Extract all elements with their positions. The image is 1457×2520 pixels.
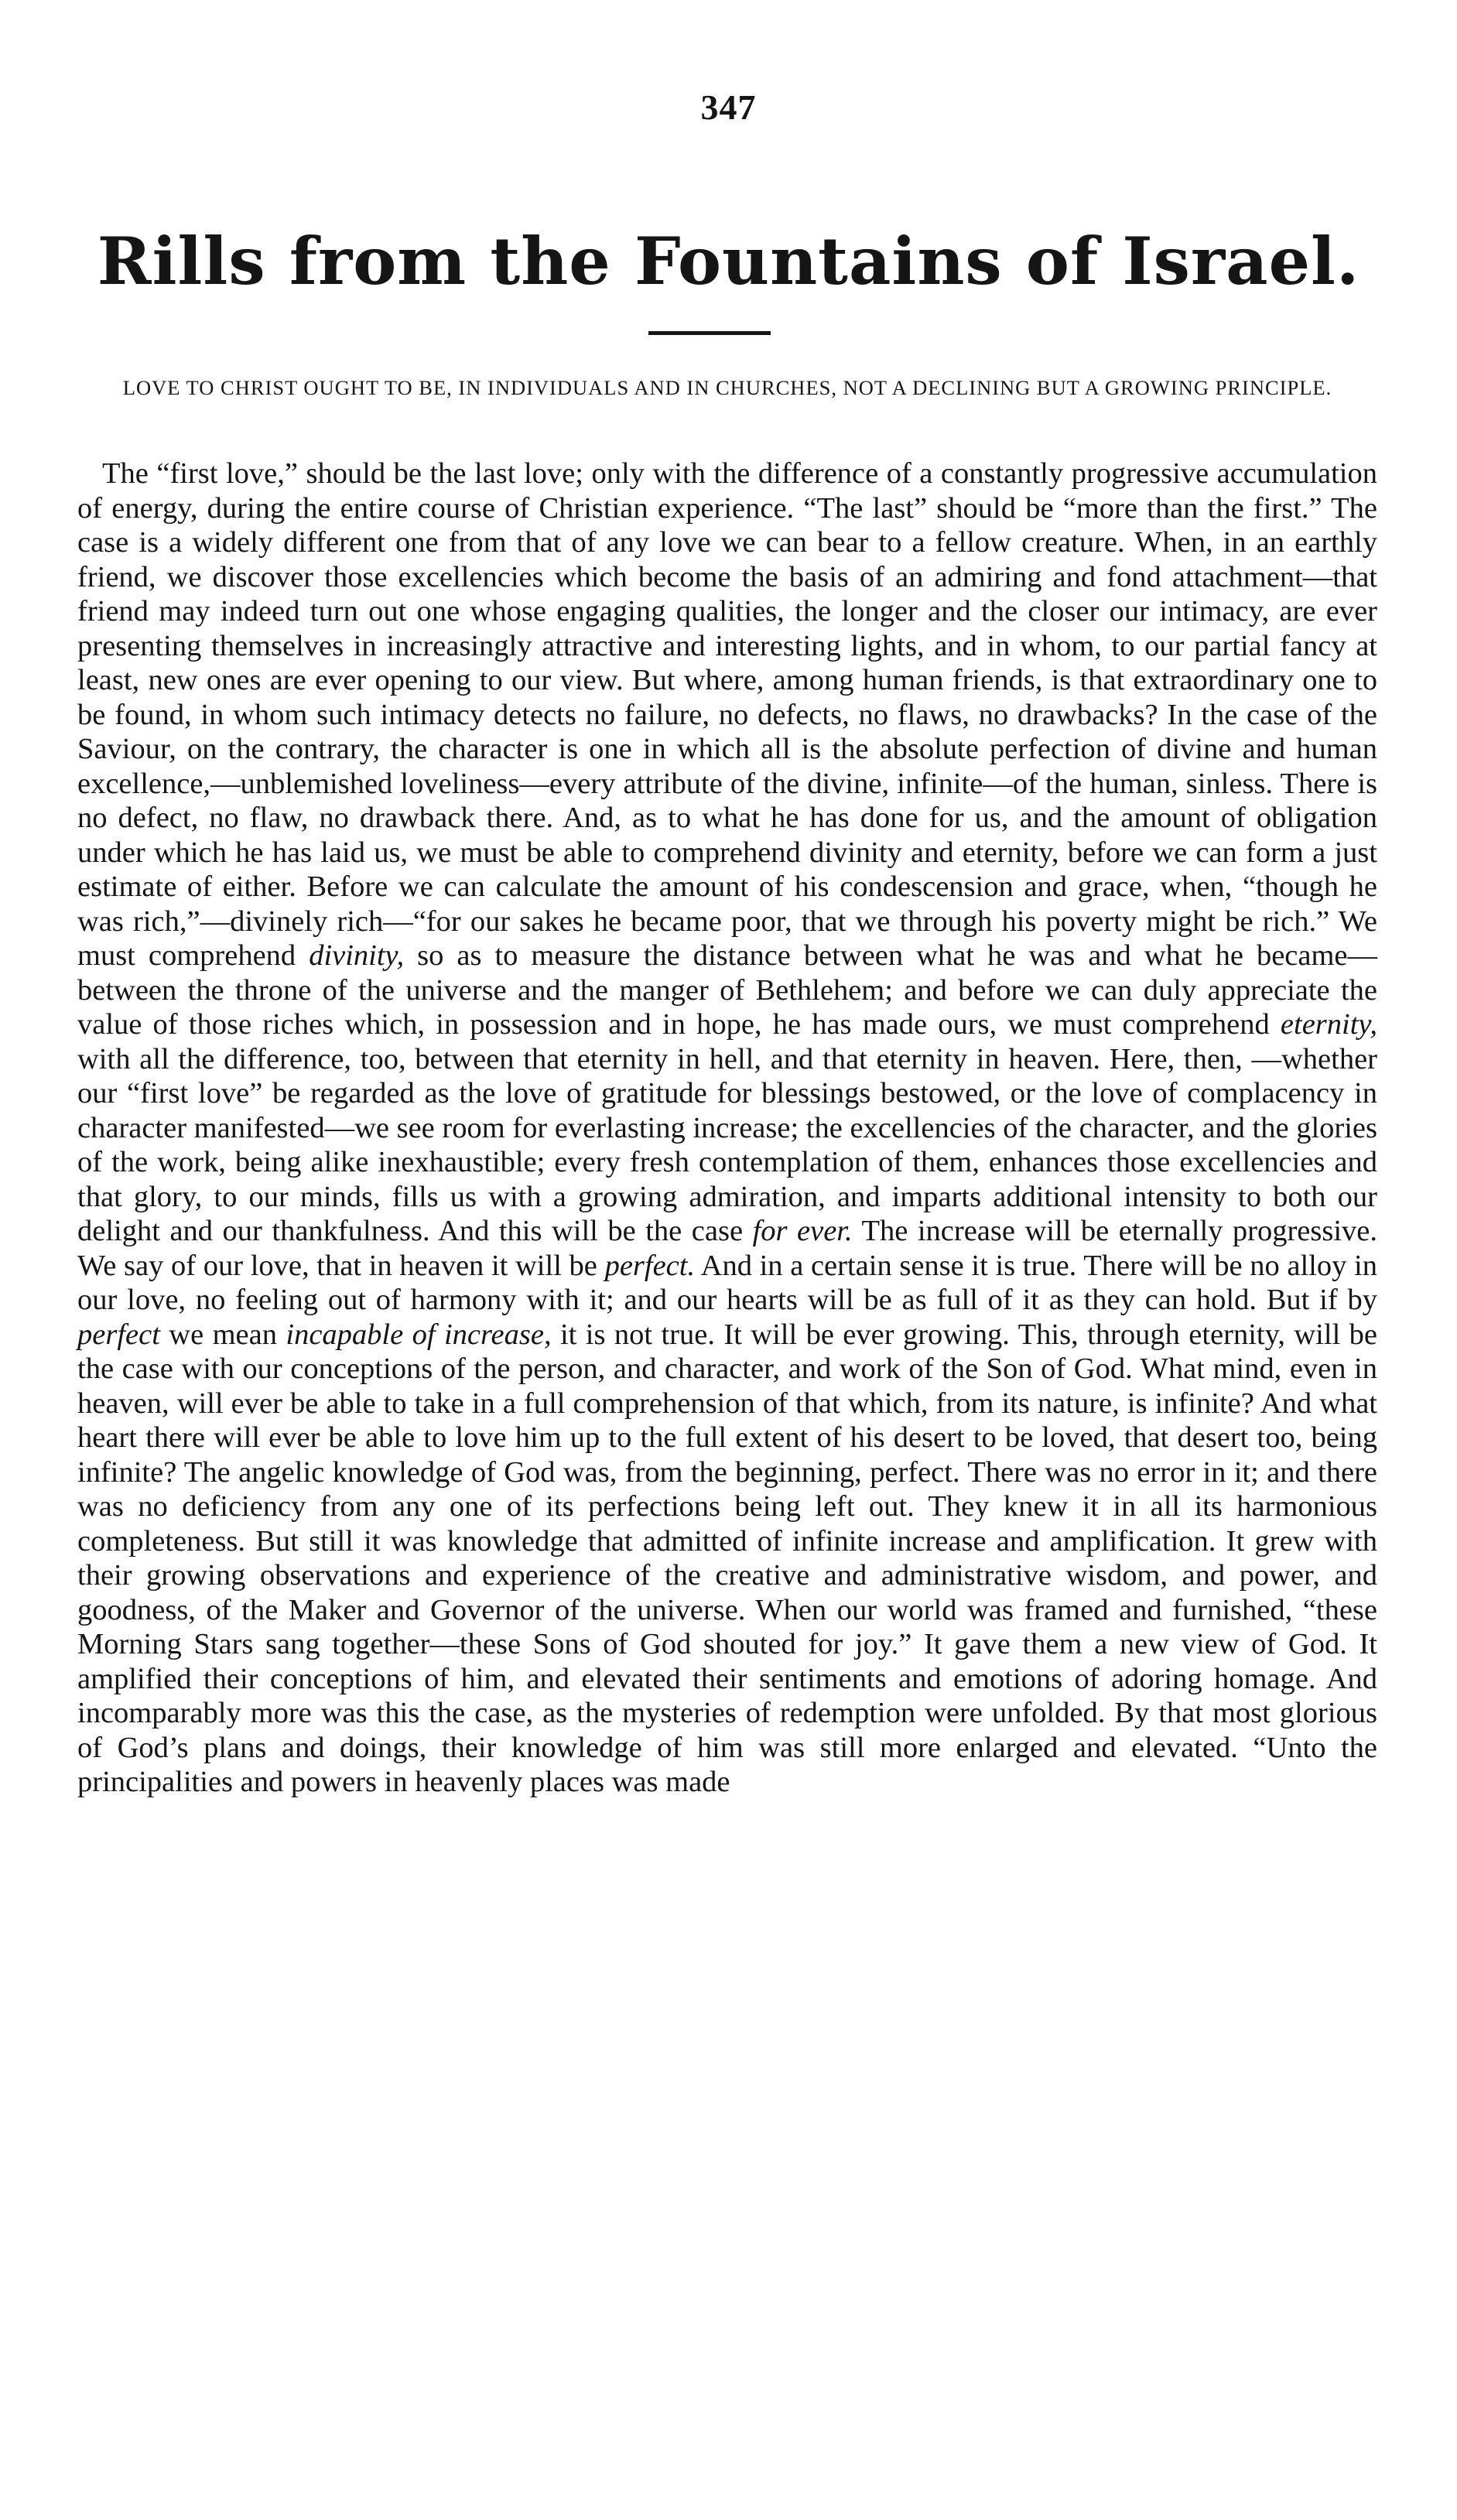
section-heading: LOVE TO CHRIST OUGHT TO BE, IN INDIVIDUALS AND IN CHURCHES, NOT A DECLINING BUT A GROWING PRINCIPLE. [122,376,1332,399]
body-text-segment: And in a certain sense it is true. There will be no alloy in our love, no feeling out of harmony with it; and our hearts will be as full of it as they can hold. But if by [77,1249,1377,1316]
body-text-segment: The “first love,” should be the last love; only with the difference of a constantly progressive accumulation of energy, during the entire course of Christian experience. “The last” should be “more than the first.” The case is a widely different one from that of any love we can bear to a fellow creature. When, in an earthly friend, we discover those excellencies which become the basis of an admiring and fond attachment—that friend may indeed turn out one whose engaging qualities, the longer and the closer our intimacy, are ever presenting themselves in increasingly attractive and interesting lights, and in whom, to our partial fancy at least, new ones are ever opening to our view. But where, among human friends, is that extraordinary one to be found, in whom such intimacy detects no failure, no defects, no flaws, no drawbacks? In the case of the Saviour, on the contrary, the character is one in which all is the absolute perfection of divine and human excellence,—unblemished loveliness—every attribute of the divine, infinite—of the human, sinless. There is no defect, no flaw, no drawback there. And, as to what he has done for us, and the amount of obligation under which he has laid us, we must be able to comprehend divinity and eternity, before we can form a just estimate of either. Before we can calculate the amount of his condescension and grace, when, “though he was rich,”—divinely rich—“for our sakes he became poor, that we through his poverty might be rich.” We must comprehend [77,457,1377,972]
italic-term-for-ever: for ever. [752,1215,853,1247]
title-divider [648,331,771,335]
page-title: Rills from the Fountains of Israel. [97,223,1360,299]
italic-term-eternity: eternity, [1280,1008,1377,1041]
italic-term-perfect: perfect [77,1318,160,1351]
body-paragraph [77,456,1377,1800]
italic-term-incapable-of-increase: incapable of increase, [286,1318,552,1351]
italic-term-perfect: perfect. [604,1249,696,1282]
body-text-segment: so as to measure the distance between what he was and what he became—between the throne of the universe and the manger of Bethlehem; and before we can duly appreciate the value of those riches which, in possession and in hope, he has made ours, we must comprehend [77,939,1378,1041]
body-text-segment: with all the difference, too, between that eternity in hell, and that eternity in heaven. Here, then, —whether our “first love” be regarded as the love of gratitude for blessings bestowed, or the love of complacency in character manifested—we see room for everlasting increase; the excellencies of the character, and the glories of the work, being alike inexhaustible; every fresh contemplation of them, enhances those excellencies and that glory, to our minds, fills us with a growing admiration, and imparts additional intensity to both our delight and our thankfulness. And this will be the case [77,1042,1377,1247]
page-number: 347 [700,87,757,127]
body-text-segment: The increase will be eternally progressive. We say of our love, that in heaven it will be [77,1215,1378,1282]
body-text-segment: we mean [169,1318,277,1351]
italic-term-divinity: divinity, [309,939,405,972]
body-text-segment: it is not true. It will be ever growing. This, through eternity, will be the case with our conceptions of the person, and character, and work of the Son of God. What mind, even in heaven, will ever be able to take in a full comprehension of that which, from its nature, is infinite? And what heart there will ever be able to love him up to the full extent of his desert to be loved, that desert too, being infinite? The angelic knowledge of God was, from the beginning, perfect. There was no error in it; and there was no deficiency from any one of its perfections being left out. They knew it in all its harmonious completeness. But still it was knowledge that admitted of infinite increase and amplification. It grew with their growing observations and experience of the creative and administrative wisdom, and power, and goodness, of the Maker and Governor of the universe. When our world was framed and furnished, “these Morning Stars sang together—these Sons of God shouted for joy.” It gave them a new view of God. It amplified their conceptions of him, and elevated their sentiments and emotions of adoring homage. And incomparably more was this the case, as the mysteries of redemption were unfolded. By that most glorious of God’s plans and doings, their knowledge of him was still more enlarged and elevated. “Unto the principalities and powers in heavenly places was made [77,1318,1378,1798]
